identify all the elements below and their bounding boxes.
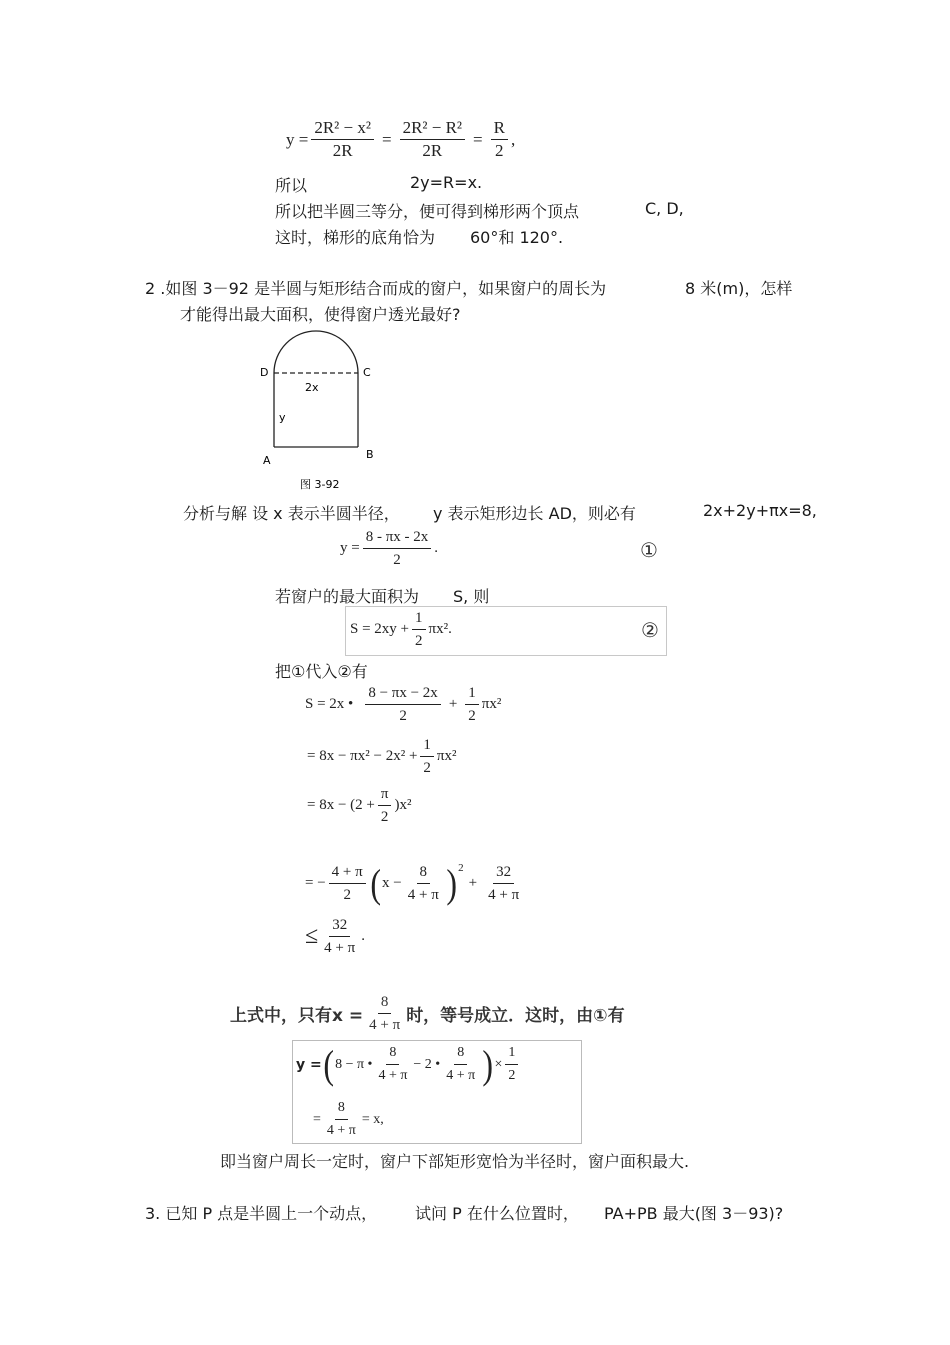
- equation-y-result: = $\frac{8}{4 + \pi}$ = x,: [313, 1100, 384, 1138]
- analysis-part-b: y 表示矩形边长 AD，则必有: [433, 504, 636, 523]
- area-line-a: 若窗户的最大面积为: [275, 587, 420, 606]
- label-a: A: [263, 454, 271, 467]
- derivation-line-4: = − $\frac{4 + \pi}{2}$ ( x − $\frac{8}{4 + \pi}$ ) $^2$ + $\frac{32}{4 + \pi}$: [305, 860, 520, 906]
- problem-3-part-b: 试问 P 在什么位置时，: [415, 1204, 579, 1223]
- equation-y-1: y = $\frac{8 - \pi x - 2x}{2}$ .: [340, 529, 439, 568]
- text-line-2y: 2y=R=x.: [410, 173, 483, 192]
- label-c: C: [363, 366, 371, 379]
- text-line-divide: 所以把半圆三等分，便可得到梯形两个顶点: [275, 202, 580, 221]
- fraction: $\frac{\text{2R² − R²}}{2R}$: [400, 118, 465, 161]
- marker-2: ②: [641, 618, 659, 642]
- derivation-line-5: ≤ $\frac{32}{4 + \pi}$ .: [305, 917, 365, 956]
- analysis-part-a: 分析与解 设 x 表示半圆半径，: [183, 504, 400, 523]
- derivation-line-1: S = 2x • $\frac{8 - \pi x - 2x}{2}$ + $\frac{1}{2}$ πx²: [305, 685, 502, 724]
- label-d: D: [260, 366, 269, 379]
- fraction: $\frac{R}{2}$: [491, 118, 508, 161]
- substitution-line: 把①代入②有: [275, 662, 368, 681]
- label-y: y: [279, 411, 286, 424]
- figure-caption: 图 3-92: [300, 478, 340, 491]
- problem-3-part-a: 3. 已知 P 点是半圆上一个动点，: [145, 1204, 378, 1223]
- eq-lhs: y =: [286, 129, 309, 149]
- equation-y-top: y = $\frac{\text{2R² − x²}}{2R}$ = $\frac{\text{2R² − R²}}{2R}$ = $\frac{R}{2}$ ,: [286, 118, 516, 160]
- text-line-angle: 这时，梯形的底角恰为: [275, 228, 436, 247]
- text-line-suoyi: 所以: [275, 176, 308, 195]
- problem-3-part-c: PA+PB 最大(图 3－93)?: [604, 1204, 784, 1223]
- problem-2-line-2: 才能得出最大面积，使得窗户透光最好?: [180, 305, 461, 324]
- problem-2-line-1: 2 .如图 3－92 是半圆与矩形结合而成的窗户，如果窗户的周长为: [145, 279, 607, 298]
- window-figure: [250, 325, 390, 500]
- marker-1: ①: [640, 538, 658, 562]
- semicircle-arc: [274, 331, 358, 373]
- analysis-part-c: 2x+2y+πx=8,: [703, 501, 817, 520]
- area-line-b: S, 则: [453, 587, 490, 606]
- conclusion-line: 即当窗户周长一定时，窗户下部矩形宽恰为半径时，窗户面积最大.: [220, 1152, 690, 1171]
- text-line-cd: C, D,: [645, 199, 684, 218]
- equation-s-2: S = 2xy + $\frac{1}{2}$ πx².: [350, 610, 452, 649]
- text-line-angle-values: 60°和 120°.: [470, 228, 564, 247]
- label-2x: 2x: [305, 381, 319, 394]
- derivation-line-3: = 8x − (2 + $\frac{\pi}{2}$ )x²: [307, 786, 412, 825]
- fraction: $\frac{\text{2R² − x²}}{2R}$: [311, 118, 374, 161]
- problem-2-line-1-end: 8 米(m)，怎样: [685, 279, 793, 298]
- condition-line: 上式中，只有x = $\frac{8}{4 + \pi}$ 时，等号成立．这时，由①有: [230, 994, 625, 1033]
- equation-y-substituted: y = ( 8 − π • $\frac{8}{4 + \pi}$ − 2 • $\frac{8}{4 + \pi}$ ) × $\frac{1}{2}$: [296, 1043, 521, 1086]
- label-b: B: [366, 448, 374, 461]
- derivation-line-2: = 8x − πx² − 2x² + $\frac{1}{2}$ πx²: [307, 737, 457, 776]
